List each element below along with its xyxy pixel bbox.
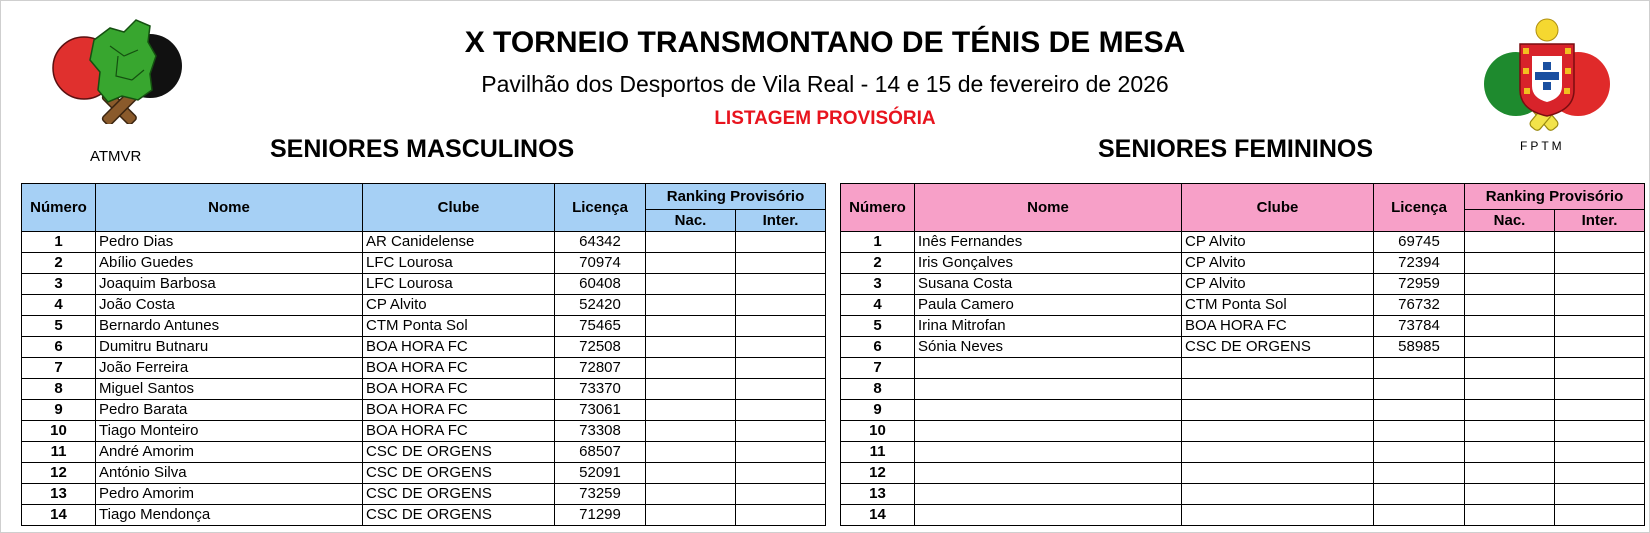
cell-licenca <box>1374 484 1465 505</box>
cell-inter <box>1555 442 1645 463</box>
cell-nome <box>915 463 1182 484</box>
table-row <box>22 316 826 337</box>
cell-licenca: 69745 <box>1374 232 1465 253</box>
cell-numero: 9 <box>22 400 96 421</box>
cell-inter <box>1555 463 1645 484</box>
cell-nome: Bernardo Antunes <box>96 316 363 337</box>
cell-inter <box>736 463 826 484</box>
cell-nac <box>1465 421 1555 442</box>
cell-inter <box>1555 421 1645 442</box>
table-row <box>841 274 1645 295</box>
cell-licenca: 70974 <box>555 253 646 274</box>
cell-clube <box>1182 484 1374 505</box>
cell-nome: Miguel Santos <box>96 379 363 400</box>
cell-numero: 14 <box>841 505 915 526</box>
cell-inter <box>1555 505 1645 526</box>
cell-numero: 13 <box>22 484 96 505</box>
cell-numero: 6 <box>841 337 915 358</box>
female-rows <box>841 232 1645 526</box>
cell-nome: Inês Fernandes <box>915 232 1182 253</box>
cell-licenca: 72508 <box>555 337 646 358</box>
cell-licenca: 76732 <box>1374 295 1465 316</box>
cell-inter <box>736 316 826 337</box>
cell-nome: Tiago Mendonça <box>96 505 363 526</box>
cell-licenca: 75465 <box>555 316 646 337</box>
cell-nac <box>646 442 736 463</box>
cell-numero: 12 <box>22 463 96 484</box>
cell-licenca: 52420 <box>555 295 646 316</box>
cell-nome <box>915 400 1182 421</box>
cell-nac <box>1465 337 1555 358</box>
cell-nac <box>1465 442 1555 463</box>
cell-numero: 11 <box>841 442 915 463</box>
col-ranking: Ranking Provisório <box>646 184 826 210</box>
cell-inter <box>736 358 826 379</box>
cell-licenca: 68507 <box>555 442 646 463</box>
cell-licenca: 72394 <box>1374 253 1465 274</box>
cell-nac <box>1465 484 1555 505</box>
cell-clube: CSC DE ORGENS <box>1182 337 1374 358</box>
col-clube: Clube <box>363 184 555 232</box>
cell-clube <box>1182 358 1374 379</box>
col-clube: Clube <box>1182 184 1374 232</box>
cell-inter <box>1555 295 1645 316</box>
col-numero: Número <box>841 184 915 232</box>
table-row <box>22 274 826 295</box>
cell-nac <box>1465 463 1555 484</box>
cell-clube: BOA HORA FC <box>363 337 555 358</box>
table-row <box>22 421 826 442</box>
cell-nac <box>646 232 736 253</box>
female-section-title: SENIORES FEMININOS <box>1098 135 1374 163</box>
cell-inter <box>736 379 826 400</box>
cell-nome: João Costa <box>96 295 363 316</box>
cell-numero: 6 <box>22 337 96 358</box>
male-rows <box>22 232 826 526</box>
cell-nac <box>646 358 736 379</box>
cell-clube: LFC Lourosa <box>363 274 555 295</box>
cell-nac <box>1465 316 1555 337</box>
table-row <box>22 232 826 253</box>
table-row <box>841 379 1645 400</box>
cell-inter <box>736 442 826 463</box>
cell-licenca <box>1374 442 1465 463</box>
cell-clube: LFC Lourosa <box>363 253 555 274</box>
cell-inter <box>1555 400 1645 421</box>
cell-clube: CTM Ponta Sol <box>1182 295 1374 316</box>
table-row <box>22 463 826 484</box>
col-licenca: Licença <box>555 184 646 232</box>
cell-numero: 5 <box>841 316 915 337</box>
table-row <box>841 316 1645 337</box>
cell-nome: Abílio Guedes <box>96 253 363 274</box>
table-row <box>841 337 1645 358</box>
cell-numero: 9 <box>841 400 915 421</box>
atmvr-label: ATMVR <box>90 148 142 165</box>
cell-licenca <box>1374 463 1465 484</box>
cell-numero: 2 <box>841 253 915 274</box>
cell-clube: CSC DE ORGENS <box>363 463 555 484</box>
col-ranking: Ranking Provisório <box>1465 184 1645 210</box>
cell-inter <box>736 295 826 316</box>
cell-licenca: 73061 <box>555 400 646 421</box>
cell-licenca: 72807 <box>555 358 646 379</box>
male-entries-table <box>21 183 826 526</box>
cell-nac <box>646 484 736 505</box>
cell-numero: 4 <box>22 295 96 316</box>
cell-nome: Pedro Dias <box>96 232 363 253</box>
cell-inter <box>736 505 826 526</box>
cell-numero: 10 <box>841 421 915 442</box>
cell-inter <box>1555 337 1645 358</box>
cell-nac <box>646 463 736 484</box>
cell-nac <box>646 253 736 274</box>
cell-inter <box>1555 274 1645 295</box>
cell-inter <box>736 484 826 505</box>
table-row <box>841 484 1645 505</box>
cell-nome: Iris Gonçalves <box>915 253 1182 274</box>
cell-licenca: 52091 <box>555 463 646 484</box>
table-row <box>841 253 1645 274</box>
page-title: X TORNEIO TRANSMONTANO DE TÉNIS DE MESA <box>464 26 1186 59</box>
cell-nome: Pedro Barata <box>96 400 363 421</box>
cell-licenca: 73784 <box>1374 316 1465 337</box>
col-licenca: Licença <box>1374 184 1465 232</box>
table-row <box>22 442 826 463</box>
cell-clube <box>1182 442 1374 463</box>
cell-licenca <box>1374 505 1465 526</box>
col-nac: Nac. <box>1465 210 1555 232</box>
cell-nac <box>1465 400 1555 421</box>
cell-nome: Susana Costa <box>915 274 1182 295</box>
cell-numero: 3 <box>22 274 96 295</box>
cell-nac <box>646 379 736 400</box>
cell-nome <box>915 484 1182 505</box>
cell-nome: Paula Camero <box>915 295 1182 316</box>
cell-licenca: 73308 <box>555 421 646 442</box>
table-row <box>22 379 826 400</box>
cell-inter <box>736 232 826 253</box>
table-row <box>22 337 826 358</box>
cell-inter <box>736 253 826 274</box>
cell-nac <box>1465 358 1555 379</box>
table-row <box>841 463 1645 484</box>
cell-nome <box>915 379 1182 400</box>
cell-numero: 7 <box>841 358 915 379</box>
cell-inter <box>1555 358 1645 379</box>
cell-numero: 3 <box>841 274 915 295</box>
cell-numero: 12 <box>841 463 915 484</box>
table-row <box>841 358 1645 379</box>
col-inter: Inter. <box>1555 210 1645 232</box>
cell-licenca: 60408 <box>555 274 646 295</box>
cell-nome: Tiago Monteiro <box>96 421 363 442</box>
cell-nac <box>646 274 736 295</box>
cell-nome: Irina Mitrofan <box>915 316 1182 337</box>
cell-inter <box>736 274 826 295</box>
cell-nome: Sónia Neves <box>915 337 1182 358</box>
table-row <box>841 400 1645 421</box>
col-nome: Nome <box>96 184 363 232</box>
cell-licenca <box>1374 379 1465 400</box>
cell-numero: 2 <box>22 253 96 274</box>
cell-nac <box>646 505 736 526</box>
table-row <box>841 232 1645 253</box>
cell-nac <box>1465 505 1555 526</box>
cell-nac <box>1465 379 1555 400</box>
cell-nac <box>646 421 736 442</box>
cell-licenca <box>1374 421 1465 442</box>
cell-clube: CSC DE ORGENS <box>363 484 555 505</box>
cell-nome: Pedro Amorim <box>96 484 363 505</box>
table-row <box>22 484 826 505</box>
cell-clube: CP Alvito <box>1182 232 1374 253</box>
table-row <box>22 505 826 526</box>
cell-clube <box>1182 505 1374 526</box>
cell-nac <box>1465 274 1555 295</box>
cell-nac <box>646 295 736 316</box>
cell-nac <box>1465 253 1555 274</box>
col-nome: Nome <box>915 184 1182 232</box>
cell-licenca: 64342 <box>555 232 646 253</box>
cell-nome: Joaquim Barbosa <box>96 274 363 295</box>
cell-nome: João Ferreira <box>96 358 363 379</box>
cell-numero: 10 <box>22 421 96 442</box>
male-section-title: SENIORES MASCULINOS <box>270 135 575 163</box>
cell-clube: AR Canidelense <box>363 232 555 253</box>
cell-clube: BOA HORA FC <box>1182 316 1374 337</box>
cell-inter <box>736 400 826 421</box>
cell-numero: 1 <box>841 232 915 253</box>
cell-licenca: 71299 <box>555 505 646 526</box>
cell-clube: CP Alvito <box>363 295 555 316</box>
cell-numero: 8 <box>22 379 96 400</box>
cell-clube: BOA HORA FC <box>363 379 555 400</box>
cell-clube <box>1182 463 1374 484</box>
cell-licenca: 73370 <box>555 379 646 400</box>
table-row <box>22 295 826 316</box>
page-subtitle: Pavilhão dos Desportos de Vila Real - 14 e 15 de fevereiro de 2026 <box>481 71 1169 97</box>
table-row <box>841 505 1645 526</box>
cell-nome: André Amorim <box>96 442 363 463</box>
cell-licenca: 73259 <box>555 484 646 505</box>
col-inter: Inter. <box>736 210 826 232</box>
status-label: LISTAGEM PROVISÓRIA <box>714 108 936 129</box>
table-row <box>22 400 826 421</box>
cell-numero: 13 <box>841 484 915 505</box>
table-row <box>841 421 1645 442</box>
cell-numero: 7 <box>22 358 96 379</box>
cell-clube <box>1182 400 1374 421</box>
cell-inter <box>736 337 826 358</box>
cell-inter <box>1555 484 1645 505</box>
cell-clube: BOA HORA FC <box>363 421 555 442</box>
cell-nac <box>646 400 736 421</box>
table-row <box>22 358 826 379</box>
cell-clube: CSC DE ORGENS <box>363 442 555 463</box>
cell-nac <box>1465 232 1555 253</box>
cell-inter <box>1555 253 1645 274</box>
cell-licenca: 58985 <box>1374 337 1465 358</box>
cell-numero: 14 <box>22 505 96 526</box>
cell-clube: CP Alvito <box>1182 274 1374 295</box>
cell-licenca: 72959 <box>1374 274 1465 295</box>
table-row <box>841 295 1645 316</box>
table-row <box>841 442 1645 463</box>
cell-nome <box>915 505 1182 526</box>
cell-numero: 11 <box>22 442 96 463</box>
col-numero: Número <box>22 184 96 232</box>
cell-numero: 5 <box>22 316 96 337</box>
cell-licenca <box>1374 400 1465 421</box>
cell-nome <box>915 442 1182 463</box>
cell-inter <box>1555 379 1645 400</box>
cell-clube: CSC DE ORGENS <box>363 505 555 526</box>
cell-nome <box>915 421 1182 442</box>
fptm-label: FPTM <box>1520 139 1565 153</box>
cell-inter <box>736 421 826 442</box>
cell-clube: CP Alvito <box>1182 253 1374 274</box>
cell-clube <box>1182 379 1374 400</box>
cell-nome <box>915 358 1182 379</box>
cell-licenca <box>1374 358 1465 379</box>
cell-clube: BOA HORA FC <box>363 358 555 379</box>
cell-nac <box>646 337 736 358</box>
cell-nome: António Silva <box>96 463 363 484</box>
cell-nome: Dumitru Butnaru <box>96 337 363 358</box>
cell-clube <box>1182 421 1374 442</box>
table-row <box>22 253 826 274</box>
cell-clube: BOA HORA FC <box>363 400 555 421</box>
female-entries-table <box>840 183 1645 526</box>
cell-inter <box>1555 316 1645 337</box>
cell-nac <box>646 316 736 337</box>
cell-numero: 1 <box>22 232 96 253</box>
cell-numero: 8 <box>841 379 915 400</box>
col-nac: Nac. <box>646 210 736 232</box>
cell-numero: 4 <box>841 295 915 316</box>
cell-nac <box>1465 295 1555 316</box>
cell-inter <box>1555 232 1645 253</box>
cell-clube: CTM Ponta Sol <box>363 316 555 337</box>
